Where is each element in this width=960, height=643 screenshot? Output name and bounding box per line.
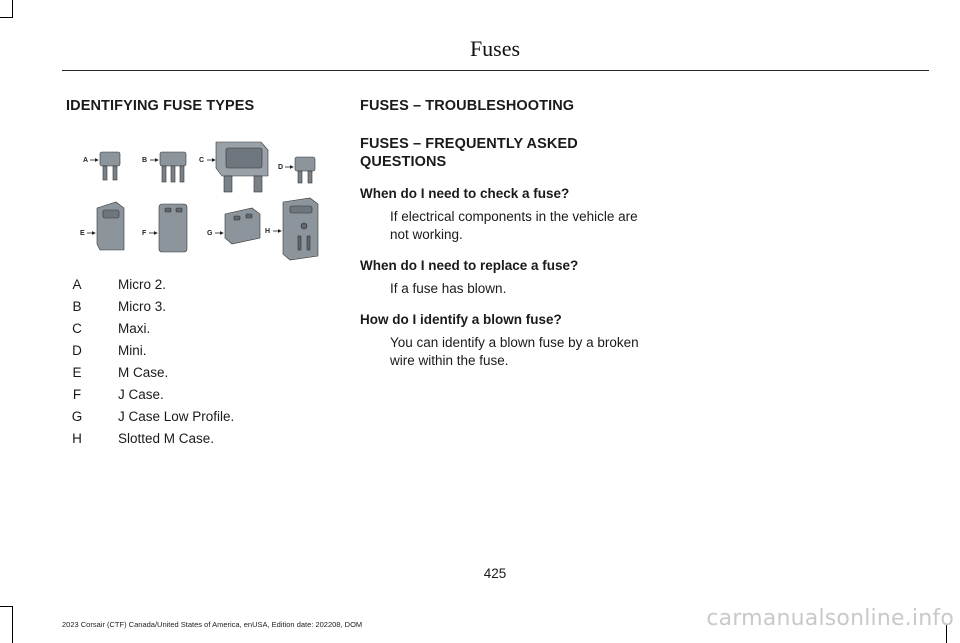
fig-label-h: H (265, 228, 271, 235)
item-text: J Case Low Profile. (118, 409, 235, 424)
list-item (66, 430, 336, 452)
crop-mark-top-left-h (0, 17, 13, 18)
page-number: 425 (483, 566, 507, 581)
item-text: Slotted M Case. (118, 431, 215, 446)
header-rule (62, 70, 929, 71)
watermark: carmanualsonline.info (706, 606, 954, 631)
fig-label-e: E (80, 230, 85, 237)
faq-answer: If a fuse has blown. (390, 281, 507, 296)
page-header-title: Fuses (469, 36, 521, 61)
right-column (360, 97, 650, 370)
footer-edition-info: 2023 Corsair (CTF) Canada/United States of America, enUSA, Edition date: 202208, DOM (62, 620, 363, 629)
fig-label-g: G (207, 230, 213, 237)
list-item (66, 298, 336, 320)
faq-question: When do I need to check a fuse? (360, 186, 570, 201)
fig-label-a: A (83, 157, 89, 164)
fig-label-b: B (142, 157, 148, 164)
faq-question: When do I need to replace a fuse? (360, 258, 579, 273)
list-item (66, 276, 336, 298)
faq-question: How do I identify a blown fuse? (360, 312, 562, 327)
fuse-type-list (66, 276, 336, 452)
item-letter: F (72, 387, 82, 402)
item-text: Mini. (118, 343, 147, 358)
list-item (66, 320, 336, 342)
item-text: Micro 3. (118, 299, 167, 314)
fig-label-d: D (278, 164, 284, 171)
item-text: Micro 2. (118, 277, 167, 292)
left-column (66, 97, 341, 115)
section-heading-faq: FUSES – FREQUENTLY ASKED QUESTIONS (360, 136, 578, 170)
fig-label-f: F (142, 230, 147, 237)
fuse-types-illustration (66, 132, 326, 262)
item-text: Maxi. (118, 321, 151, 336)
list-item (66, 364, 336, 386)
faq-answer: If electrical components in the vehicle are not working. (390, 209, 638, 242)
item-text: J Case. (118, 387, 164, 402)
item-letter: H (72, 431, 82, 446)
list-item (66, 408, 336, 430)
list-item (66, 386, 336, 408)
fig-label-c: C (199, 157, 205, 164)
crop-mark-bottom-left-h (0, 606, 13, 607)
item-letter: G (71, 409, 83, 424)
item-letter: E (72, 365, 82, 380)
crop-mark-top-left-v (12, 0, 13, 18)
item-letter: B (72, 299, 82, 314)
list-item (66, 342, 336, 364)
item-text: M Case. (118, 365, 169, 380)
section-heading-identifying-fuse-types: IDENTIFYING FUSE TYPES (66, 98, 255, 114)
item-letter: A (72, 277, 82, 292)
item-letter: C (72, 321, 82, 336)
section-heading-troubleshooting: FUSES – TROUBLESHOOTING (360, 98, 575, 114)
crop-mark-bottom-left-v (12, 606, 13, 643)
item-letter: D (72, 343, 82, 358)
faq-answer: You can identify a blown fuse by a broken wire within the fuse. (390, 335, 639, 368)
